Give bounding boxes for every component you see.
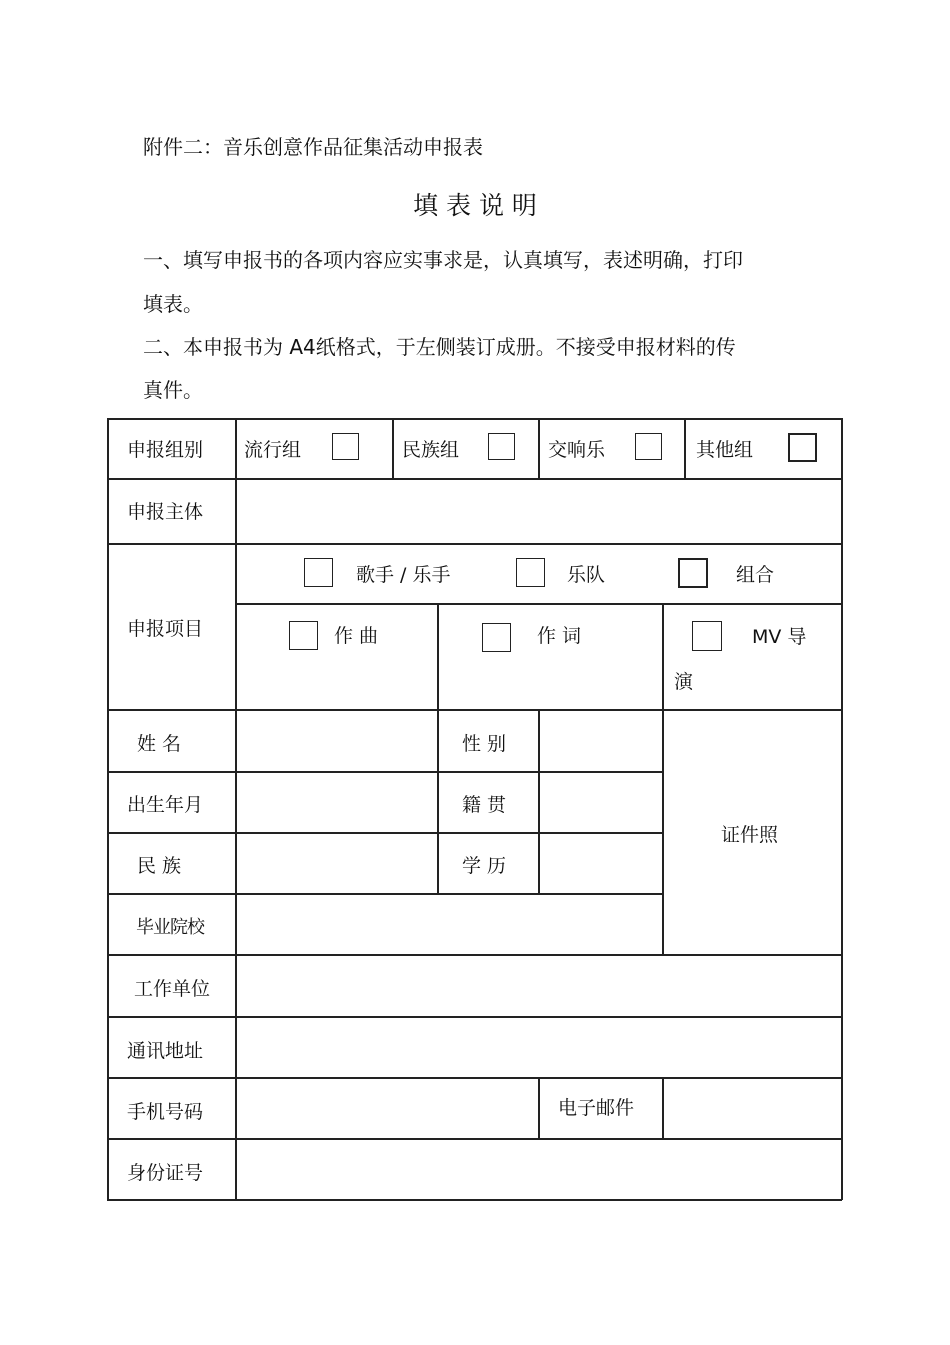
group-option-symphony-label: 交响乐: [548, 439, 606, 461]
phone-input[interactable]: [238, 1080, 537, 1137]
project-band-label: 乐队: [567, 564, 606, 586]
page-title: 填 表 说 明: [413, 191, 537, 220]
attachment-heading: 附件二：音乐创意作品征集活动申报表: [143, 135, 483, 159]
birth-input[interactable]: [238, 774, 436, 831]
photo-label: 证件照: [721, 824, 779, 846]
photo-area[interactable]: [665, 712, 840, 953]
birth-label: 出生年月: [127, 794, 204, 816]
school-input[interactable]: [238, 896, 661, 953]
group-option-folk-label: 民族组: [402, 439, 460, 461]
school-label: 毕业院校: [136, 917, 204, 938]
project-combo-label: 组合: [736, 564, 775, 586]
email-label: 电子邮件: [558, 1097, 635, 1119]
ethnicity-label: 民 族: [137, 855, 182, 877]
email-input[interactable]: [665, 1080, 840, 1137]
group-symphony-checkbox[interactable]: [635, 433, 662, 460]
instruction-1-line1: 一、填写申报书的各项内容应实事求是，认真填写，表述明确，打印: [143, 248, 743, 272]
id-label: 身份证号: [127, 1162, 204, 1184]
project-combo-checkbox[interactable]: [678, 558, 708, 588]
project-lyrics-label: 作 词: [537, 625, 582, 647]
origin-input[interactable]: [541, 774, 661, 831]
project-mv-label: MV 导: [752, 626, 807, 648]
name-label: 姓 名: [137, 733, 182, 755]
address-label: 通讯地址: [127, 1040, 204, 1062]
project-lyrics-checkbox[interactable]: [482, 623, 511, 652]
project-singer-label: 歌手 / 乐手: [356, 564, 451, 586]
group-folk-checkbox[interactable]: [488, 433, 515, 460]
origin-label: 籍 贯: [462, 794, 507, 816]
work-input[interactable]: [238, 957, 840, 1015]
entity-input[interactable]: [238, 481, 840, 542]
project-mv-label-cont: 演: [674, 671, 694, 693]
instruction-1-line2: 填表。: [143, 292, 203, 316]
gender-input[interactable]: [541, 712, 661, 770]
project-mv-checkbox[interactable]: [692, 621, 722, 651]
project-compose-checkbox[interactable]: [289, 621, 318, 650]
project-band-checkbox[interactable]: [516, 558, 545, 587]
instruction-2-line2: 真件。: [143, 378, 203, 402]
ethnicity-input[interactable]: [238, 835, 436, 892]
gender-label: 性 别: [462, 733, 507, 755]
project-singer-checkbox[interactable]: [304, 558, 333, 587]
name-input[interactable]: [238, 712, 436, 770]
entity-label: 申报主体: [127, 501, 204, 523]
instruction-2-line1: 二、本申报书为 A4纸格式，于左侧装订成册。不接受申报材料的传: [143, 335, 736, 359]
group-option-pop-label: 流行组: [244, 439, 302, 461]
address-input[interactable]: [238, 1019, 840, 1076]
project-label: 申报项目: [127, 618, 204, 640]
group-label: 申报组别: [127, 439, 204, 461]
group-other-checkbox[interactable]: [788, 433, 817, 462]
group-pop-checkbox[interactable]: [332, 433, 359, 460]
work-label: 工作单位: [134, 978, 211, 1000]
group-option-other-label: 其他组: [696, 439, 754, 461]
education-label: 学 历: [462, 855, 507, 877]
education-input[interactable]: [541, 835, 661, 892]
id-input[interactable]: [238, 1141, 840, 1198]
project-compose-label: 作 曲: [334, 625, 379, 647]
phone-label: 手机号码: [127, 1101, 204, 1123]
